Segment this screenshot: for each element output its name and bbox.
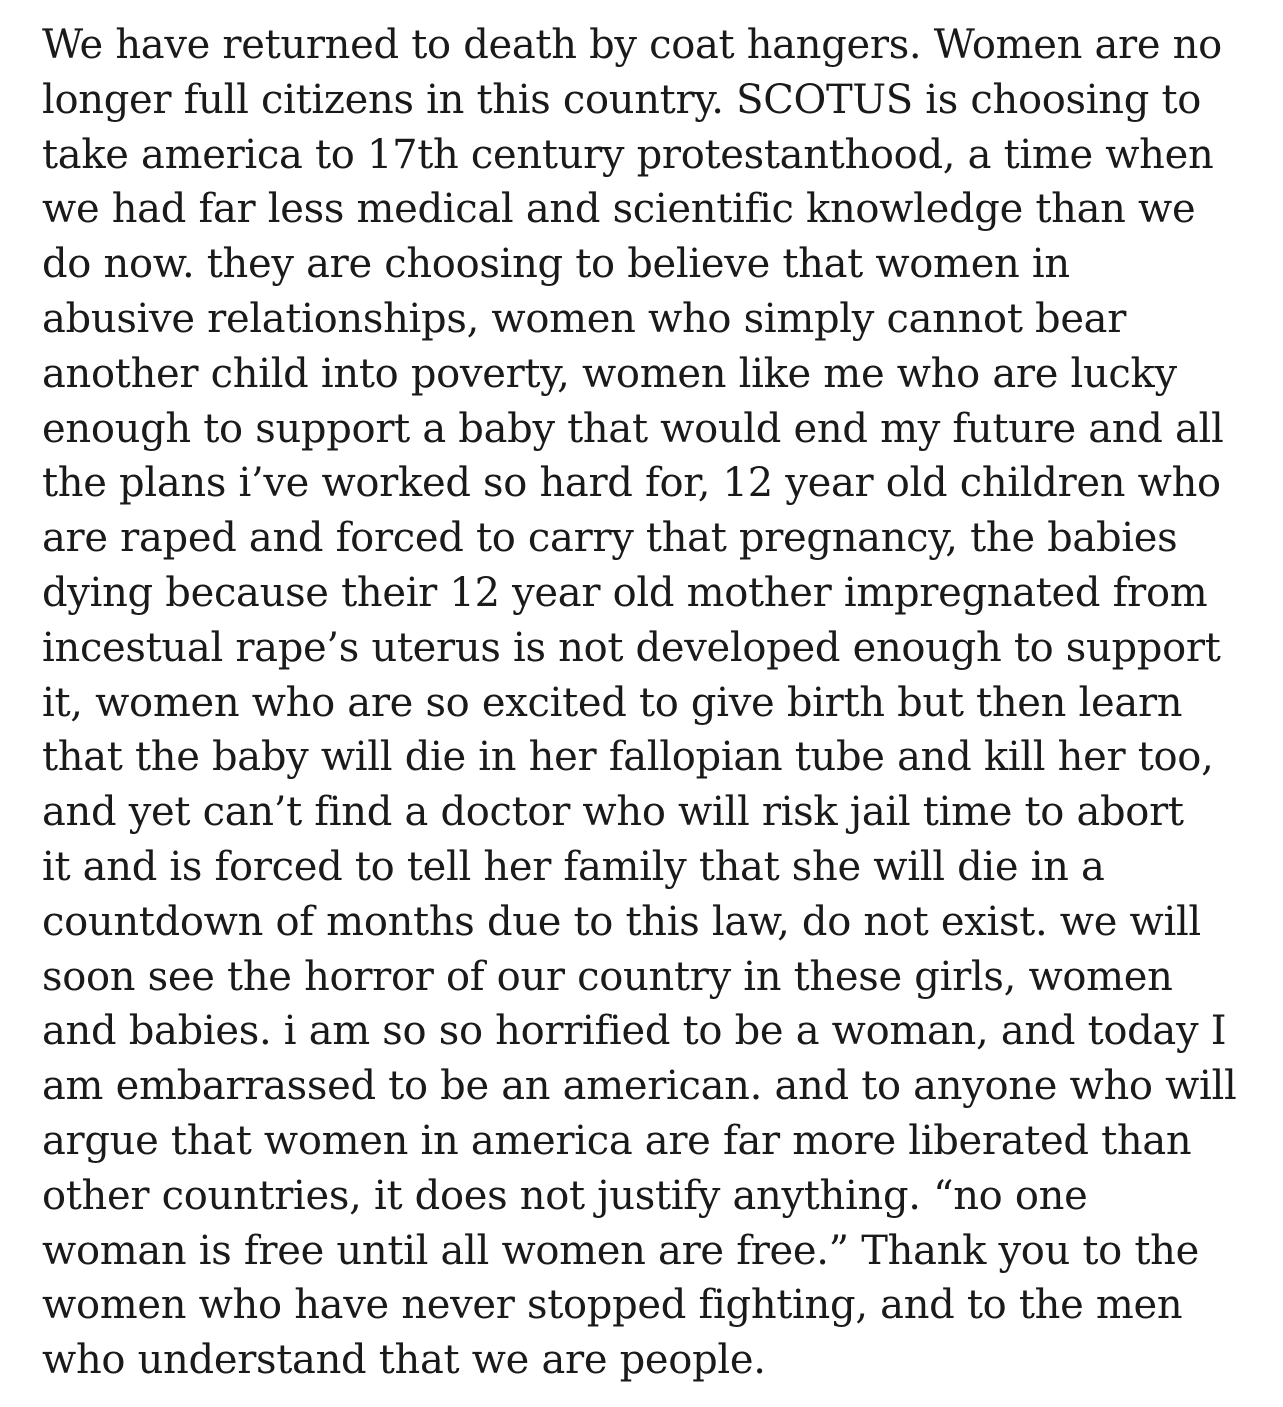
text-line-19: and babies. i am so so horrified to be a woman, and today I <box>42 1008 1227 1055</box>
text-line-14: that the baby will die in her fallopian tube and kill her too, <box>42 734 1214 781</box>
body-text <box>42 18 1272 1388</box>
text-line-10: are raped and forced to carry that pregnancy, the babies <box>42 515 1178 562</box>
text-line-9: the plans i’ve worked so hard for, 12 year old children who <box>42 460 1221 507</box>
text-line-2: longer full citizens in this country. SCOTUS is choosing to <box>42 76 1202 123</box>
text-line-8: enough to support a baby that would end my future and all <box>42 405 1224 452</box>
text-line-24: women who have never stopped fighting, and to the men <box>42 1282 1183 1329</box>
text-line-20: am embarrassed to be an american. and to anyone who will <box>42 1063 1237 1110</box>
text-line-25: who understand that we are people. <box>42 1337 766 1384</box>
text-line-13: it, women who are so excited to give birth but then learn <box>42 679 1183 726</box>
text-line-18: soon see the horror of our country in these girls, women <box>42 953 1173 1000</box>
text-line-21: argue that women in america are far more liberated than <box>42 1117 1192 1164</box>
text-line-6: abusive relationships, women who simply cannot bear <box>42 295 1127 342</box>
text-line-16: it and is forced to tell her family that she will die in a <box>42 843 1105 890</box>
text-line-3: take america to 17th century protestanthood, a time when <box>42 131 1214 178</box>
text-line-4: we had far less medical and scientific knowledge than we <box>42 186 1196 233</box>
text-line-7: another child into poverty, women like me who are lucky <box>42 350 1177 397</box>
text-line-11: dying because their 12 year old mother impregnated from <box>42 569 1208 616</box>
text-line-22: other countries, it does not justify anything. “no one <box>42 1172 1088 1219</box>
text-line-12: incestual rape’s uterus is not developed enough to support <box>42 624 1221 671</box>
text-line-5: do now. they are choosing to believe that women in <box>42 241 1070 288</box>
text-line-1: We have returned to death by coat hangers. Women are no <box>42 22 1222 68</box>
text-line-17: countdown of months due to this law, do not exist. we will <box>42 898 1201 945</box>
text-line-23: woman is free until all women are free.” Thank you to the <box>42 1227 1199 1274</box>
text-line-15: and yet can’t find a doctor who will risk jail time to abort <box>42 789 1184 836</box>
